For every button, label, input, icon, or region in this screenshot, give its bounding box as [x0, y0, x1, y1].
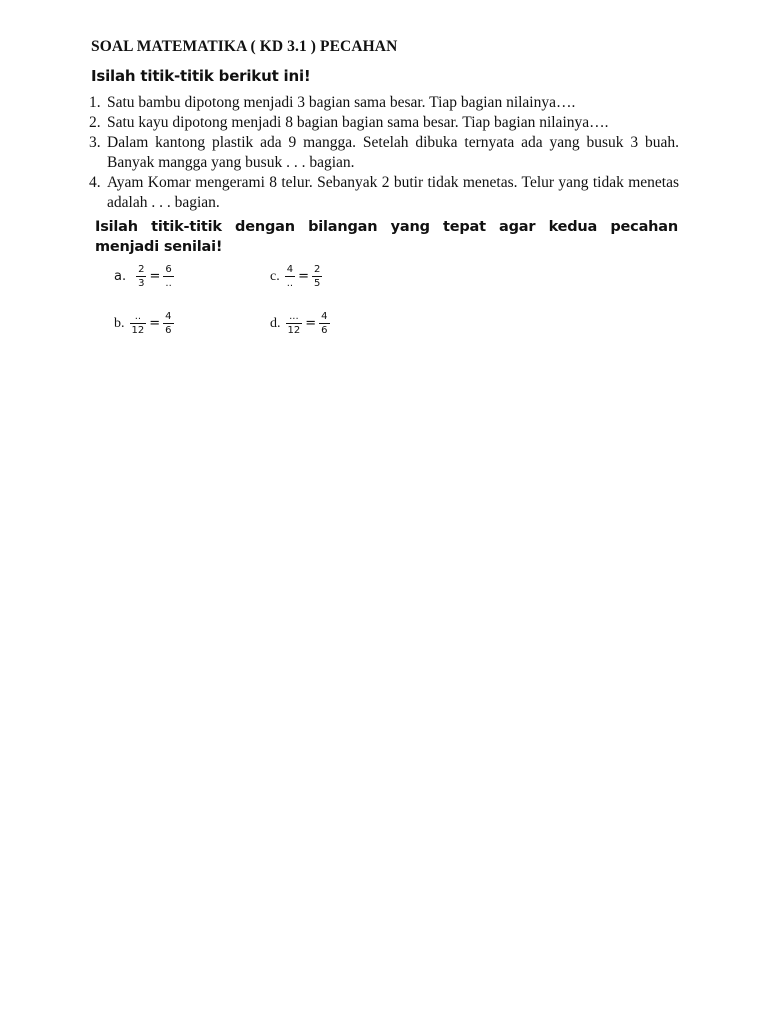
- question-number: 2.: [89, 114, 101, 131]
- fraction-numerator: 2: [138, 264, 145, 275]
- equal-sign: =: [149, 316, 161, 331]
- fraction-item-label: d.: [270, 315, 281, 331]
- fraction-denominator: 6: [165, 325, 172, 336]
- fraction-left: [136, 264, 146, 289]
- fraction-item-label: b.: [114, 315, 125, 331]
- question-text: Ayam Komar mengerami 8 telur. Sebanyak 2 butir tidak menetas. Telur yang tidak menetas adalah . . . bagian.: [107, 174, 679, 211]
- fraction-bar: [163, 323, 173, 324]
- question-number: 3.: [89, 134, 101, 151]
- fraction-numerator: 6: [165, 264, 172, 275]
- fraction-numerator: ...: [289, 311, 299, 322]
- fraction-bar: [319, 323, 329, 324]
- question-number: 4.: [89, 174, 101, 191]
- fraction-denominator: 12: [131, 325, 145, 336]
- question-list: [89, 93, 679, 213]
- fraction-denominator: 3: [138, 278, 145, 289]
- fraction-denominator: ..: [286, 278, 294, 289]
- fraction-bar: [130, 323, 147, 324]
- fraction-item-c: [270, 264, 322, 289]
- section1-instruction: Isilah titik-titik berikut ini!: [91, 67, 311, 85]
- equal-sign: =: [298, 269, 309, 284]
- question-number: 1.: [89, 94, 101, 111]
- fraction-left: [130, 311, 147, 336]
- question-text: Satu bambu dipotong menjadi 3 bagian sama besar. Tiap bagian nilainya….: [107, 94, 576, 111]
- fraction-denominator: 5: [314, 278, 321, 289]
- equal-sign: =: [149, 269, 161, 284]
- fraction-left: [285, 264, 295, 289]
- fraction-denominator: 12: [287, 325, 301, 336]
- question-item: [89, 133, 679, 173]
- fraction-numerator: 2: [314, 264, 321, 275]
- fraction-bar: [286, 323, 303, 324]
- fraction-bar: [285, 276, 295, 277]
- question-item: [89, 113, 679, 133]
- page-title: SOAL MATEMATIKA ( KD 3.1 ) PECAHAN: [91, 38, 398, 55]
- fraction-item-label: c.: [270, 268, 280, 284]
- fraction-numerator: ..: [134, 311, 142, 322]
- fraction-bar: [136, 276, 146, 277]
- fraction-numerator: 4: [165, 311, 172, 322]
- fraction-numerator: 4: [321, 311, 328, 322]
- question-text: Dalam kantong plastik ada 9 mangga. Setelah dibuka ternyata ada yang busuk 3 buah. Banyak mangga yang busuk . . . bagian.: [107, 134, 679, 171]
- fraction-bar: [312, 276, 322, 277]
- question-text: Satu kayu dipotong menjadi 8 bagian bagian sama besar. Tiap bagian nilainya….: [107, 114, 609, 131]
- fraction-item-a: [114, 264, 174, 289]
- fraction-right: [319, 311, 329, 336]
- question-item: [89, 173, 679, 213]
- equal-sign: =: [305, 316, 317, 331]
- fraction-left: [286, 311, 303, 336]
- fraction-bar: [163, 276, 173, 277]
- fraction-numerator: 4: [286, 264, 294, 275]
- fraction-denominator: ..: [165, 278, 172, 289]
- question-item: [89, 93, 679, 113]
- section2-instruction: Isilah titik-titik dengan bilangan yang tepat agar kedua pecahan menjadi senilai!: [95, 219, 678, 255]
- fraction-right: [163, 264, 173, 289]
- fraction-right: [163, 311, 173, 336]
- fraction-denominator: 6: [321, 325, 328, 336]
- fraction-right: [312, 264, 322, 289]
- fraction-item-b: [114, 311, 174, 336]
- fraction-item-label: a.: [114, 269, 127, 284]
- fraction-item-d: [270, 311, 330, 336]
